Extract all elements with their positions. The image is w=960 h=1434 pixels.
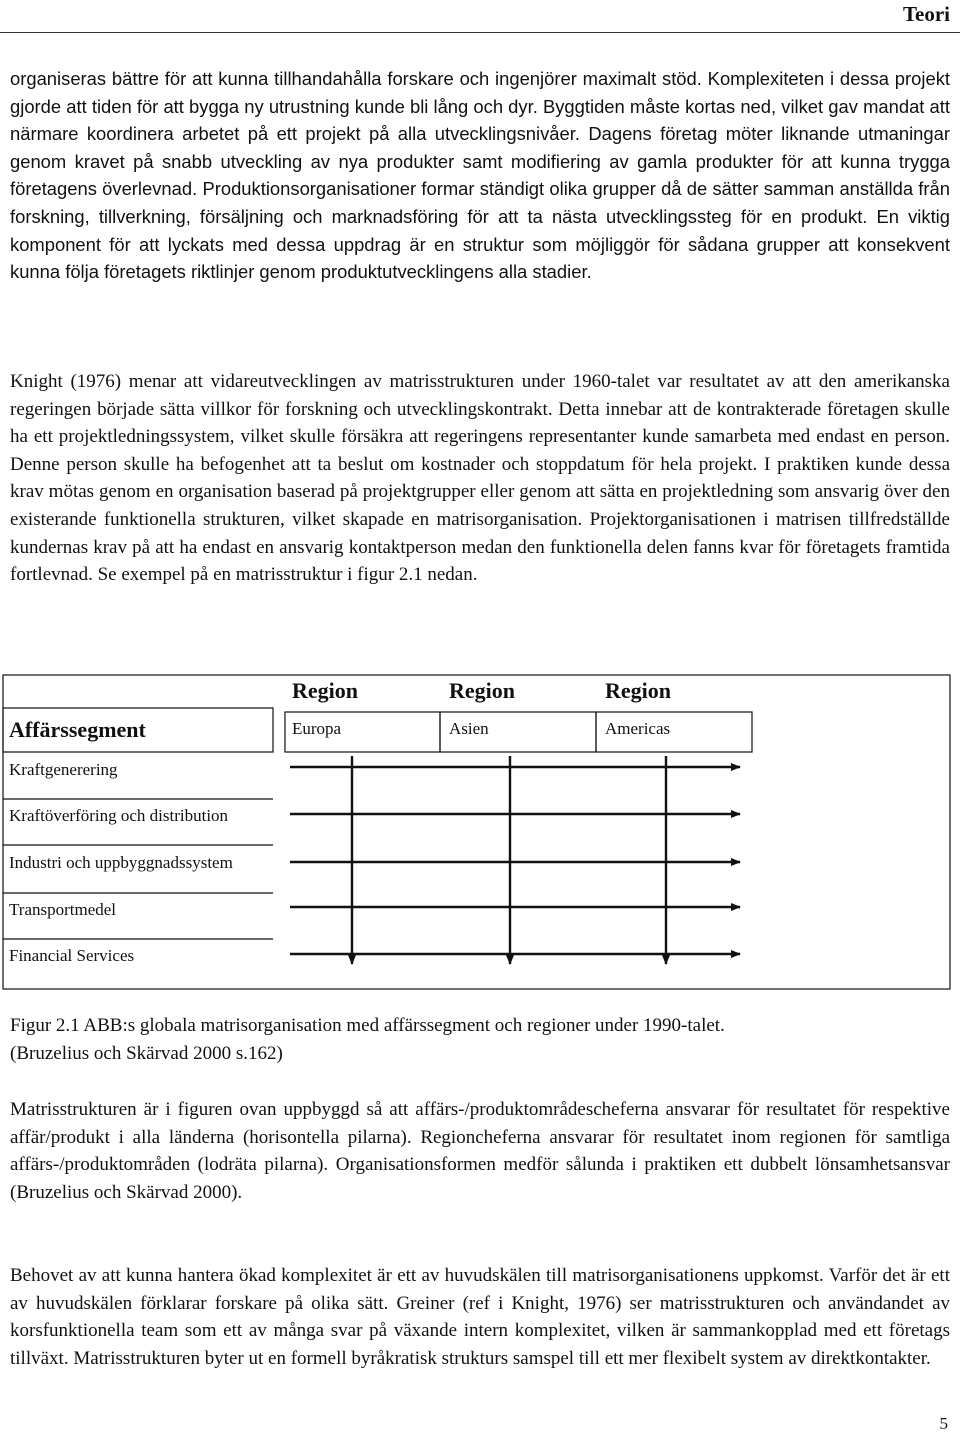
section-header: Teori (902, 2, 950, 26)
region-header-3: Region (605, 678, 671, 703)
figure-caption-line-1: Figur 2.1 ABB:s globala matrisorganisation med affärssegment och regioner under 1990-talet. (10, 1015, 725, 1036)
paragraph-4: Behovet av att kunna hantera ökad komplexitet är ett av huvudskälen till matrisorganisationens uppkomst. Varför det är ett av huvudskälen förklarar forskare på olika sätt. Greiner (ref i Knight, 1976) ser matrisstrukturen och användandet av korsfunktionella team som ett av många svar på växande intern komplexitet, vilken är sammankopplad med ett företags tillväxt. Matrisstrukturen byter ut en formell byråkratisk strukturs samspel till ett mer flexibelt system av direktkontakter. (10, 1265, 950, 1369)
region-asien: Asien (449, 719, 489, 738)
region-header-1: Region (292, 678, 358, 703)
segment-industri: Industri och uppbyggnadssystem (9, 853, 233, 872)
region-americas: Americas (605, 719, 671, 738)
segment-transportmedel: Transportmedel (9, 900, 117, 919)
figure-caption (10, 1012, 950, 1068)
segment-header: Affärssegment (9, 717, 146, 742)
segment-financial-services: Financial Services (9, 946, 135, 965)
region-header-2: Region (449, 678, 515, 703)
page-number: 5 (939, 1414, 948, 1433)
paragraph-2: Knight (1976) menar att vidareutvecklingen av matrisstrukturen under 1960-talet var resultatet av att den amerikanska regeringen började sätta villkor för forskning och utvecklingskontrakt. Detta innebar att de kontrakterade företagen skulle ha ett projektledningssystem, vilket skulle försäkra att regeringens representanter kunde samarbeta med endast en person. Denne person skulle ha befogenhet att ta beslut om kostnader och stoppdatum för hela projekt. I praktiken kunde dessa krav mötas genom en organisation baserad på projektgrupper eller genom att sätta en projektledning som ansvarig över den existerande funktionella strukturen, vilket skapade en matrisorganisation. Projektorganisationen i matrisen tillfredställde kundernas krav på att ha endast en ansvarig kontaktperson medan den funktionella delen fanns kvar för företagets framtida fortlevnad. Se exempel på en matrisstruktur i figur 2.1 nedan. (10, 371, 950, 586)
region-europa: Europa (292, 719, 342, 738)
figure-caption-line-2: (Bruzelius och Skärvad 2000 s.162) (10, 1043, 283, 1064)
segment-kraftoverforing: Kraftöverföring och distribution (9, 806, 229, 825)
paragraph-1: organiseras bättre för att kunna tillhandahålla forskare och ingenjörer maximalt stöd. Komplexiteten i dessa projekt gjorde att tiden för att bygga ny utrustning kunde bli lång och dyr. Byggtiden måste kortas ned, vilket gav mandat att närmare koordinera arbetet på ett projekt på alla utvecklingsnivåer. Dagens företag möter liknande utmaningar genom kravet på snabb utveckling av nya produkter samt modifiering av gamla produkter för att kunna trygga företagens överlevnad. Produktionsorganisationer formar ständigt olika grupper då de sätter samman anställda från forskning, tillverkning, försäljning och marknadsföring för att ta nästa utvecklingssteg för en produkt. En viktig komponent för att lyckats med dessa uppdrag är en struktur som möjliggör för sådana grupper att konsekvent kunna följa företagets riktlinjer genom produktutvecklingens alla stadier. (10, 68, 950, 283)
paragraph-3: Matrisstrukturen är i figuren ovan uppbyggd så att affärs-/produktområdescheferna ansvarar för resultatet för respektive affär/produkt i alla länderna (horisontella pilarna). Regioncheferna ansvarar för resultatet inom regionen för samtliga affärs-/produktområden (lodräta pilarna). Organisationsformen medför sålunda i praktiken ett dubbelt lönsamhetsansvar (Bruzelius och Skärvad 2000). (10, 1099, 950, 1203)
segment-kraftgenerering: Kraftgenerering (9, 760, 118, 779)
